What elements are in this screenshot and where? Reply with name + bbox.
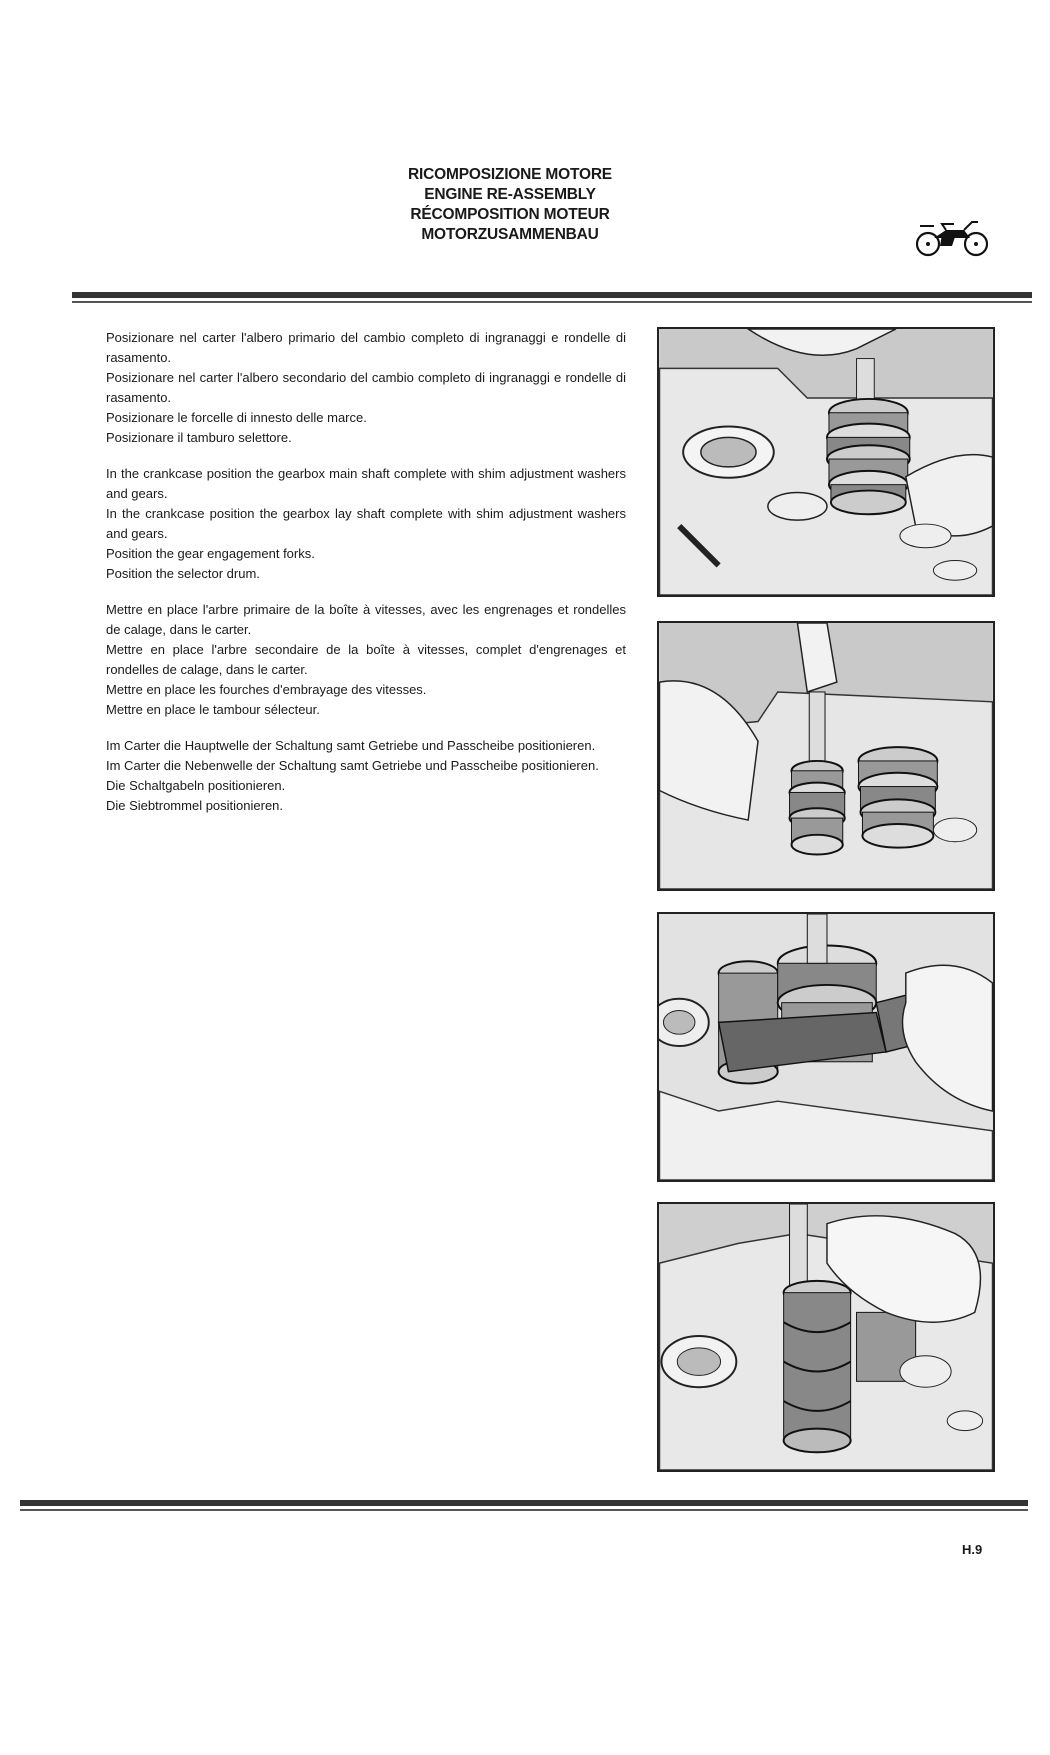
gearbox-main-shaft-photo	[657, 327, 995, 597]
text-line: In the crankcase position the gearbox main shaft complete with shim adjustment washers and gears.	[106, 466, 626, 501]
gearbox-lay-shaft-illustration	[659, 623, 993, 889]
title-en: ENGINE RE-ASSEMBLY	[424, 186, 596, 203]
text-line: Posizionare nel carter l'albero primario del cambio completo di ingranaggi e rondelle di rasamento.	[106, 330, 626, 365]
text-line: In the crankcase position the gearbox lay shaft complete with shim adjustment washers and gears.	[106, 506, 626, 541]
selector-drum-illustration	[659, 1204, 993, 1470]
motorcycle-icon	[912, 216, 992, 258]
section-german	[106, 736, 626, 816]
text-line: Mettre en place les fourches d'embrayage des vitesses.	[106, 682, 427, 697]
footer-divider	[20, 1500, 1028, 1511]
gearbox-main-shaft-illustration	[659, 329, 993, 595]
text-line: Position the gear engagement forks.	[106, 546, 315, 561]
section-italian	[106, 328, 626, 448]
gear-engagement-forks-photo	[657, 912, 995, 1182]
text-line: Im Carter die Hauptwelle der Schaltung samt Getriebe und Passcheibe positionieren.	[106, 738, 596, 753]
text-line: Posizionare nel carter l'albero secondario del cambio completo di ingranaggi e rondelle di rasamento.	[106, 370, 626, 405]
title-de: MOTORZUSAMMENBAU	[421, 226, 599, 243]
text-line: Mettre en place le tambour sélecteur.	[106, 702, 320, 717]
section-english	[106, 464, 626, 584]
gearbox-lay-shaft-photo	[657, 621, 995, 891]
header-divider	[72, 292, 1032, 303]
gear-engagement-forks-illustration	[659, 914, 993, 1180]
page-number: H.9	[962, 1542, 983, 1557]
text-line: Die Schaltgabeln positionieren.	[106, 778, 286, 793]
page-title	[330, 165, 690, 245]
section-french	[106, 600, 626, 720]
text-line: Mettre en place l'arbre primaire de la boîte à vitesses, avec les engrenages et rondelles de calage, dans le carter.	[106, 602, 626, 637]
title-fr: RÉCOMPOSITION MOTEUR	[410, 206, 610, 223]
text-line: Posizionare il tamburo selettore.	[106, 430, 292, 445]
title-it: RICOMPOSIZIONE MOTORE	[408, 166, 612, 183]
text-line: Position the selector drum.	[106, 566, 260, 581]
selector-drum-photo	[657, 1202, 995, 1472]
text-line: Im Carter die Nebenwelle der Schaltung samt Getriebe und Passcheibe positionieren.	[106, 758, 599, 773]
text-line: Posizionare le forcelle di innesto delle marce.	[106, 410, 367, 425]
instructions-text	[106, 328, 626, 832]
text-line: Die Siebtrommel positionieren.	[106, 798, 284, 813]
text-line: Mettre en place l'arbre secondaire de la boîte à vitesses, complet d'engrenages et rondelles de calage, dans le carter.	[106, 642, 626, 677]
